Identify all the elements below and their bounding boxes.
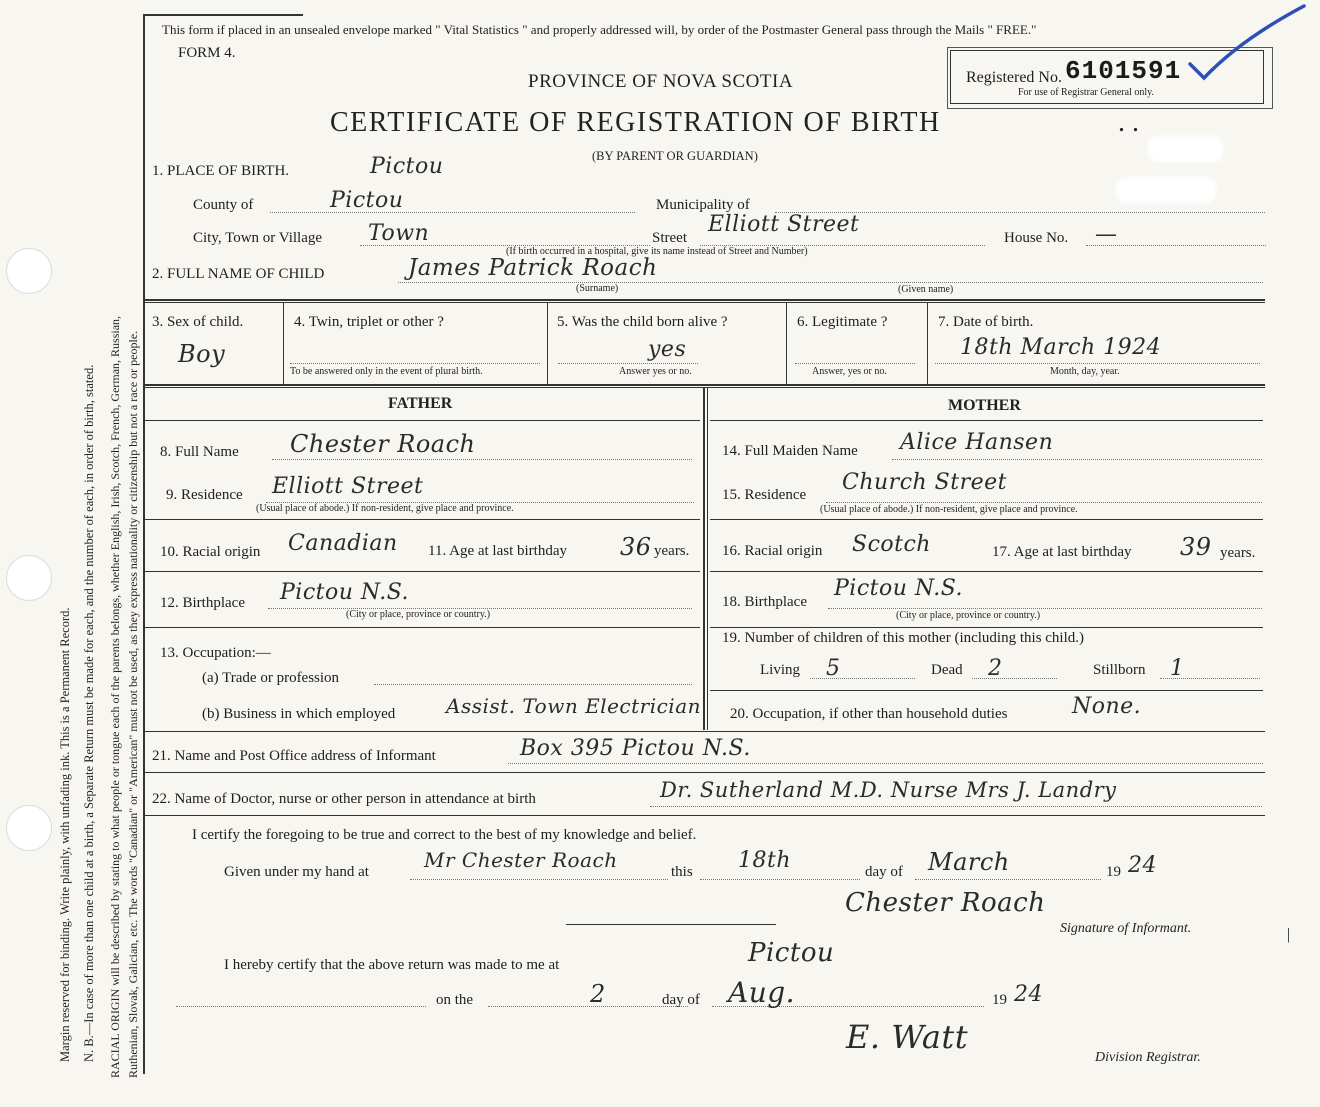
hospital-note: (If birth occurred in a hospital, give its name instead of Street and Number) xyxy=(506,246,808,257)
parents-divider-2 xyxy=(707,387,708,730)
registrar-year-prefix: 19 xyxy=(992,992,1007,1008)
surname-note: (Surname) xyxy=(576,283,619,294)
sex-label: 3. Sex of child. xyxy=(152,314,244,330)
street-label: Street xyxy=(652,230,687,246)
place-of-birth-label: 1. PLACE OF BIRTH. xyxy=(152,163,290,179)
dob-value: 18th March 1924 xyxy=(960,335,1162,360)
father-age-value: 36 xyxy=(620,533,652,561)
mother-dead-value: 2 xyxy=(988,656,1003,681)
doctor-label: 22. Name of Doctor, nurse or other person in attendance at birth xyxy=(152,791,536,807)
redaction-blot xyxy=(1148,136,1223,162)
child-name-value: James Patrick Roach xyxy=(408,255,658,281)
given-place-line xyxy=(410,879,668,880)
street-value: Elliott Street xyxy=(708,212,860,237)
section-rule-occupation xyxy=(145,731,1265,732)
check-mark-icon xyxy=(1170,0,1310,90)
father-trade-label: (a) Trade or profession xyxy=(202,670,340,686)
mother-occupation-value: None. xyxy=(1072,694,1142,719)
given-dayof-label: day of xyxy=(865,864,903,880)
section-rule-informant xyxy=(145,772,1265,773)
parents-divider xyxy=(703,387,705,730)
form-left-border xyxy=(143,14,145,1074)
twin-line xyxy=(290,363,540,364)
mother-residence-label: 15. Residence xyxy=(722,487,807,503)
margin-note-racial-origin-2: Ruthenian, Slovak, Galician, etc. The words "Canadian" or "American" must not be used, as they express nationality or citizenship but not a race or people. xyxy=(126,330,140,1078)
informant-signature-label: Signature of Informant. xyxy=(1060,921,1192,936)
binding-hole-top xyxy=(6,248,52,294)
mother-residence-line xyxy=(826,502,1262,503)
row3-top-rule xyxy=(145,299,1265,301)
mother-rule-2 xyxy=(710,519,1263,520)
certify-statement: I certify the foregoing to be true and correct to the best of my knowledge and belief. xyxy=(192,827,697,843)
municipality-label: Municipality of xyxy=(656,197,750,213)
certificate-title: CERTIFICATE OF REGISTRATION OF BIRTH xyxy=(330,107,941,138)
father-rule-2 xyxy=(145,519,700,520)
row3-bottom-rule xyxy=(145,384,1265,386)
child-name-label: 2. FULL NAME OF CHILD xyxy=(152,266,325,282)
registrar-day-value: 2 xyxy=(590,980,606,1008)
dob-note: Month, day, year. xyxy=(1050,366,1120,377)
given-year-suffix: 24 xyxy=(1128,853,1157,878)
mother-residence-value: Church Street xyxy=(842,470,1007,495)
sex-value: Boy xyxy=(178,340,226,368)
house-label: House No. xyxy=(1004,230,1069,246)
alive-note: Answer yes or no. xyxy=(619,366,692,377)
father-business-label: (b) Business in which employed xyxy=(202,706,396,722)
registrar-statement: I hereby certify that the above return was made to me at xyxy=(224,957,560,973)
father-age-label: 11. Age at last birthday xyxy=(428,543,567,559)
mail-notice: This form if placed in an unsealed envelope marked " Vital Statistics " and properly addressed will, by order of the Postmaster General pass through the Mails " FREE." xyxy=(162,22,1037,37)
mother-rule-3 xyxy=(710,571,1263,572)
father-race-label: 10. Racial origin xyxy=(160,544,261,560)
province-name: PROVINCE OF NOVA SCOTIA xyxy=(528,71,794,92)
father-residence-label: 9. Residence xyxy=(166,487,243,503)
margin-tick: | xyxy=(1287,926,1291,943)
given-label: Given under my hand at xyxy=(224,864,369,880)
given-name-note: (Given name) xyxy=(898,284,954,295)
mother-race-value: Scotch xyxy=(852,532,931,557)
registrar-day-line xyxy=(488,1006,688,1007)
house-line xyxy=(1086,245,1266,246)
row3-divider-2 xyxy=(547,302,548,384)
mother-name-value: Alice Hansen xyxy=(900,430,1054,455)
registrar-dayof-label: day of xyxy=(662,992,700,1008)
registrar-year-suffix: 24 xyxy=(1014,982,1043,1007)
mother-age-label: 17. Age at last birthday xyxy=(992,544,1132,560)
county-label: County of xyxy=(193,197,254,213)
this-label: this xyxy=(671,864,693,880)
title-dots: . . xyxy=(1118,107,1139,138)
mother-dead-label: Dead xyxy=(931,662,963,678)
form-number: FORM 4. xyxy=(178,45,236,61)
registered-label: Registered No. xyxy=(966,69,1062,86)
section-rule-doctor xyxy=(145,815,1265,816)
doctor-line xyxy=(650,806,1262,807)
mother-rule-5 xyxy=(710,690,1263,691)
legitimate-line xyxy=(795,363,915,364)
mother-stillborn-value: 1 xyxy=(1170,656,1185,681)
mother-residence-note: (Usual place of abode.) If non-resident, give place and province. xyxy=(820,504,1078,515)
child-name-line xyxy=(398,282,1263,283)
twin-label: 4. Twin, triplet or other ? xyxy=(294,314,444,330)
father-age-years: years. xyxy=(654,543,690,559)
father-heading: FATHER xyxy=(388,395,453,412)
informant-signature: Chester Roach xyxy=(845,888,1046,918)
mother-occupation-label: 20. Occupation, if other than household duties xyxy=(730,706,1008,722)
father-trade-line xyxy=(374,684,692,685)
informant-line xyxy=(508,763,1263,764)
redaction-blot xyxy=(1116,177,1216,203)
row3-divider-1 xyxy=(283,302,284,384)
registrar-signature: E. Watt xyxy=(846,1018,969,1056)
mother-name-label: 14. Full Maiden Name xyxy=(722,443,858,459)
informant-value: Box 395 Pictou N.S. xyxy=(520,736,751,761)
dob-label: 7. Date of birth. xyxy=(938,314,1034,330)
county-line xyxy=(270,212,635,213)
father-name-value: Chester Roach xyxy=(290,430,476,458)
registrar-note: For use of Registrar General only. xyxy=(1018,87,1154,98)
mother-rule-4 xyxy=(710,627,1263,628)
father-residence-note: (Usual place of abode.) If non-resident, give place and province. xyxy=(256,503,514,514)
alive-label: 5. Was the child born alive ? xyxy=(557,314,728,330)
mother-age-years: years. xyxy=(1220,545,1256,561)
mother-birthplace-value: Pictou N.S. xyxy=(834,576,964,601)
given-month-value: March xyxy=(928,848,1010,876)
mother-birthplace-note: (City or place, province or country.) xyxy=(896,610,1041,621)
margin-note-binding: Margin reserved for binding. Write plainly, with unfading ink. This is a Permanent Record. xyxy=(58,607,72,1062)
alive-line xyxy=(558,363,698,364)
father-birthplace-note: (City or place, province or country.) xyxy=(346,609,491,620)
row3-divider-3 xyxy=(786,302,787,384)
father-rule-4 xyxy=(145,627,700,628)
mother-living-label: Living xyxy=(760,662,800,678)
registrar-on-label: on the xyxy=(436,992,474,1008)
legitimate-label: 6. Legitimate ? xyxy=(797,314,888,330)
mother-stillborn-line xyxy=(1160,678,1260,679)
margin-note-multiple-birth: N. B.—In case of more than one child at a birth, a Separate Return must be made for each, and the number of each, in order of birth, stated. xyxy=(82,364,96,1062)
father-birthplace-label: 12. Birthplace xyxy=(160,595,245,611)
city-label: City, Town or Village xyxy=(193,230,323,246)
father-rule-1 xyxy=(145,420,700,421)
mother-living-line xyxy=(810,678,915,679)
mother-name-line xyxy=(892,459,1262,460)
father-business-value: Assist. Town Electrician xyxy=(446,694,701,718)
city-value: Town xyxy=(368,221,430,246)
row3-top-rule-2 xyxy=(145,302,1265,303)
registrar-place-value: Pictou xyxy=(748,938,835,968)
binding-hole-bottom xyxy=(6,805,52,851)
father-name-line xyxy=(272,459,692,460)
margin-note-racial-origin-1: RACIAL ORIGIN will be described by stating to what people or tongue each of the parents belongs, whether English, Irish, Scotch, French, German, Russian, xyxy=(108,315,122,1078)
row3-divider-4 xyxy=(927,302,928,384)
form-top-border xyxy=(143,14,303,16)
father-occupation-label: 13. Occupation:— xyxy=(160,645,271,661)
father-race-value: Canadian xyxy=(288,531,398,556)
county-value: Pictou xyxy=(330,188,404,213)
mother-heading: MOTHER xyxy=(948,397,1021,414)
mother-birthplace-label: 18. Birthplace xyxy=(722,594,807,610)
registrar-month-value: Aug. xyxy=(728,976,796,1009)
place-of-birth-value: Pictou xyxy=(370,154,444,179)
given-day-value: 18th xyxy=(738,848,792,873)
twin-note: To be answered only in the event of plural birth. xyxy=(290,366,483,377)
alive-value: yes xyxy=(648,337,687,362)
father-rule-3 xyxy=(145,571,700,572)
mother-living-value: 5 xyxy=(826,656,841,681)
binding-hole-middle xyxy=(6,555,52,601)
mother-age-value: 39 xyxy=(1180,533,1212,561)
mother-children-label: 19. Number of children of this mother (including this child.) xyxy=(722,630,1085,646)
certificate-subtitle: (BY PARENT OR GUARDIAN) xyxy=(592,149,758,163)
father-name-label: 8. Full Name xyxy=(160,444,239,460)
given-year-prefix: 19 xyxy=(1106,864,1121,880)
doctor-value: Dr. Sutherland M.D. Nurse Mrs J. Landry xyxy=(660,778,1117,802)
mother-rule-1 xyxy=(710,420,1263,421)
registered-number: 6101591 xyxy=(1065,56,1182,86)
mother-dead-line xyxy=(972,678,1057,679)
row3-bottom-rule-2 xyxy=(145,387,1265,388)
certify-rule xyxy=(566,924,776,925)
given-place-value: Mr Chester Roach xyxy=(424,848,618,872)
father-residence-value: Elliott Street xyxy=(272,474,424,499)
registrar-sideline xyxy=(176,1006,426,1007)
mother-race-label: 16. Racial origin xyxy=(722,543,823,559)
registrar-label: Division Registrar. xyxy=(1095,1050,1201,1065)
informant-label: 21. Name and Post Office address of Informant xyxy=(152,748,436,764)
legitimate-note: Answer, yes or no. xyxy=(812,366,887,377)
given-month-line xyxy=(915,879,1101,880)
mother-birthplace-line xyxy=(828,608,1262,609)
house-value: — xyxy=(1095,222,1118,247)
father-birthplace-value: Pictou N.S. xyxy=(280,580,410,605)
mother-stillborn-label: Stillborn xyxy=(1093,662,1146,678)
given-day-line xyxy=(700,879,860,880)
dob-line xyxy=(935,363,1260,364)
